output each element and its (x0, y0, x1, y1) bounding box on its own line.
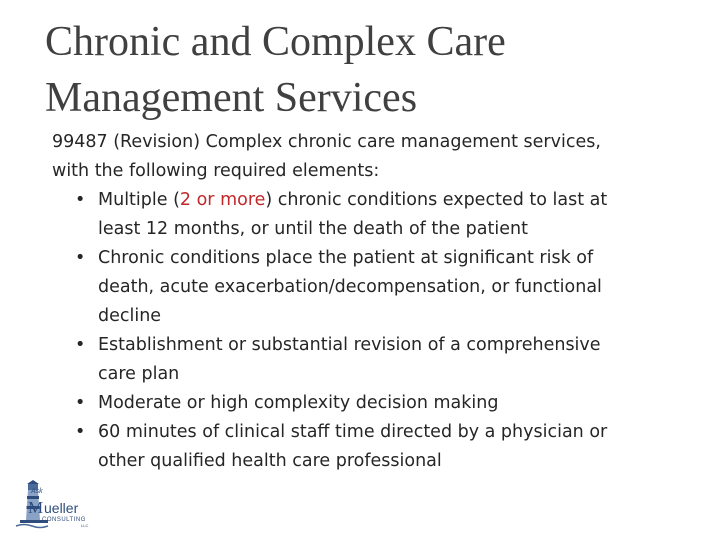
intro-line-1: 99487 (Revision) Complex chronic care management services, (52, 132, 601, 152)
list-item (72, 186, 652, 244)
bullet-5-line-1: 60 minutes of clinical staff time directed by a physician or (98, 422, 608, 442)
list-item (72, 389, 652, 418)
bullet-2-line-3: decline (98, 306, 162, 326)
bullet-2-line-1: Chronic conditions place the patient at significant risk of (98, 248, 594, 268)
company-logo (14, 480, 94, 536)
bullet-1-pre: Multiple ( (98, 190, 180, 210)
list-item (72, 331, 652, 389)
intro-text (52, 128, 652, 186)
bullet-icon: • (75, 393, 86, 413)
bullet-1-highlight: 2 or more (179, 190, 266, 210)
bullet-icon: • (75, 422, 86, 442)
bullet-icon: • (75, 335, 86, 355)
svg-text:LLC: LLC (81, 523, 89, 528)
bullet-icon: • (75, 190, 86, 210)
slide-title (45, 14, 685, 126)
requirements-list (52, 186, 652, 476)
bullet-3-line-2: care plan (98, 364, 180, 384)
bullet-3-line-1: Establishment or substantial revision of a comprehensive (98, 335, 601, 355)
slide-body (52, 128, 652, 476)
svg-text:CONSULTING: CONSULTING (42, 517, 86, 523)
svg-text:Ask: Ask (31, 488, 43, 495)
title-line-1: Chronic and Complex Care (45, 19, 506, 65)
list-item (72, 418, 652, 476)
list-item (72, 244, 652, 331)
title-line-2: Management Services (45, 75, 418, 121)
bullet-5-line-2: other qualified health care professional (98, 451, 442, 471)
bullet-4-line-1: Moderate or high complexity decision making (98, 393, 499, 413)
bullet-1-line-2: least 12 months, or until the death of the patient (98, 219, 528, 239)
bullet-icon: • (75, 248, 86, 268)
bullet-2-line-2: death, acute exacerbation/decompensation, or functional (98, 277, 602, 297)
bullet-1-post: ) chronic conditions expected to last at (265, 190, 608, 210)
intro-line-2: with the following required elements: (52, 161, 380, 181)
svg-text:ueller: ueller (44, 500, 79, 516)
svg-text:M: M (28, 498, 44, 517)
